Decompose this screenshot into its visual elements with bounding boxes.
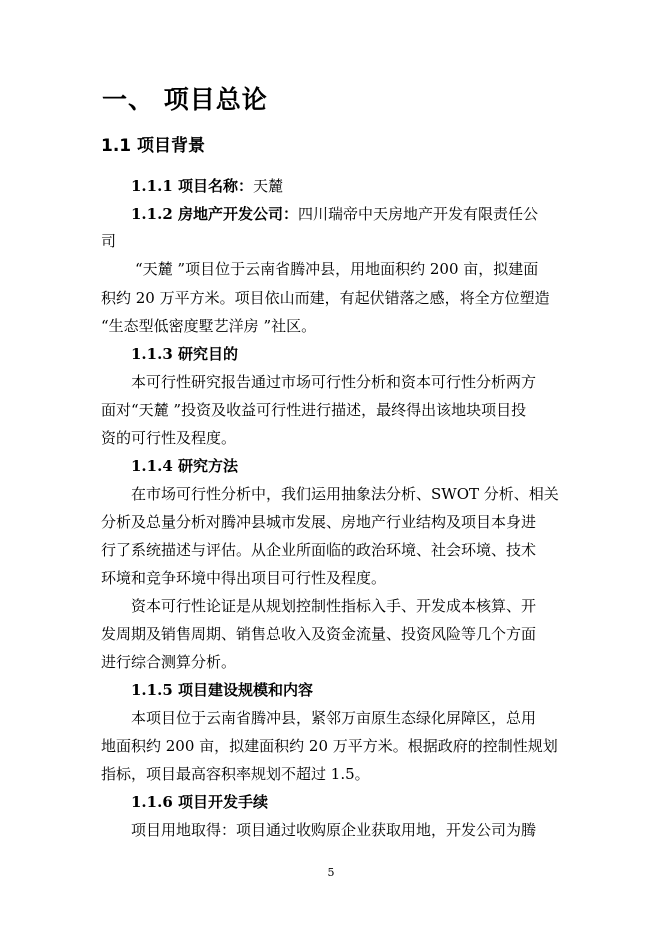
developer-label: 1.1.2 房地产开发公司： [131,205,298,223]
method-line: 在市场可行性分析中，我们运用抽象法分析、SWOT 分析、相关 [131,485,559,503]
method-line: 环境和竞争环境中得出项目可行性及程度。 [101,569,387,587]
subsection-heading-scale: 1.1.5 项目建设规模和内容 [131,681,313,699]
subsection-heading-purpose: 1.1.3 研究目的 [131,345,238,363]
purpose-line: 面对“天麓 ”投资及收益可行性进行描述，最终得出该地块项目投 [101,401,527,419]
intro-line: “生态型低密度墅艺洋房 ”社区。 [101,317,317,335]
method-line: 发周期及销售周期、销售总收入及资金流量、投资风险等几个方面 [101,625,537,643]
project-name-line [131,176,591,196]
scale-line: 本项目位于云南省腾冲县，紧邻万亩原生态绿化屏障区，总用 [131,709,537,727]
section-title: 1.1 项目背景 [101,136,206,156]
method-line: 资本可行性论证是从规划控制性指标入手、开发成本核算、开 [131,597,537,615]
project-name-label: 1.1.1 项目名称： [131,177,253,195]
developer-line-cont: 司 [101,232,117,250]
purpose-line: 本可行性研究报告通过市场可行性分析和资本可行性分析两方 [131,373,537,391]
intro-line: “天麓 ”项目位于云南省腾冲县，用地面积约 200 亩，拟建面 [135,260,539,278]
project-name-value: 天麓 [252,177,283,195]
procedures-line: 项目用地取得：项目通过收购原企业获取用地，开发公司为腾 [131,821,537,839]
method-line: 分析及总量分析对腾冲县城市发展、房地产行业结构及项目本身进 [101,513,537,531]
intro-line: 积约 20 万平方米。项目依山而建，有起伏错落之感，将全方位塑造 [101,289,550,307]
subsection-heading-method: 1.1.4 研究方法 [131,457,238,475]
developer-value: 四川瑞帝中天房地产开发有限责任公 [297,205,538,223]
scale-line: 地面积约 200 亩，拟建面积约 20 万平方米。根据政府的控制性规划 [101,737,558,755]
method-line: 行了系统描述与评估。从企业所面临的政治环境、社会环境、技术 [101,541,537,559]
developer-line [131,204,591,224]
chapter-title: 一、 项目总论 [102,85,268,114]
page-number: 5 [327,866,335,879]
scale-line: 指标，项目最高容积率规划不超过 1.5。 [101,765,370,783]
method-line: 进行综合测算分析。 [101,653,237,671]
subsection-heading-procedures: 1.1.6 项目开发手续 [131,793,268,811]
purpose-line: 资的可行性及程度。 [101,429,237,447]
